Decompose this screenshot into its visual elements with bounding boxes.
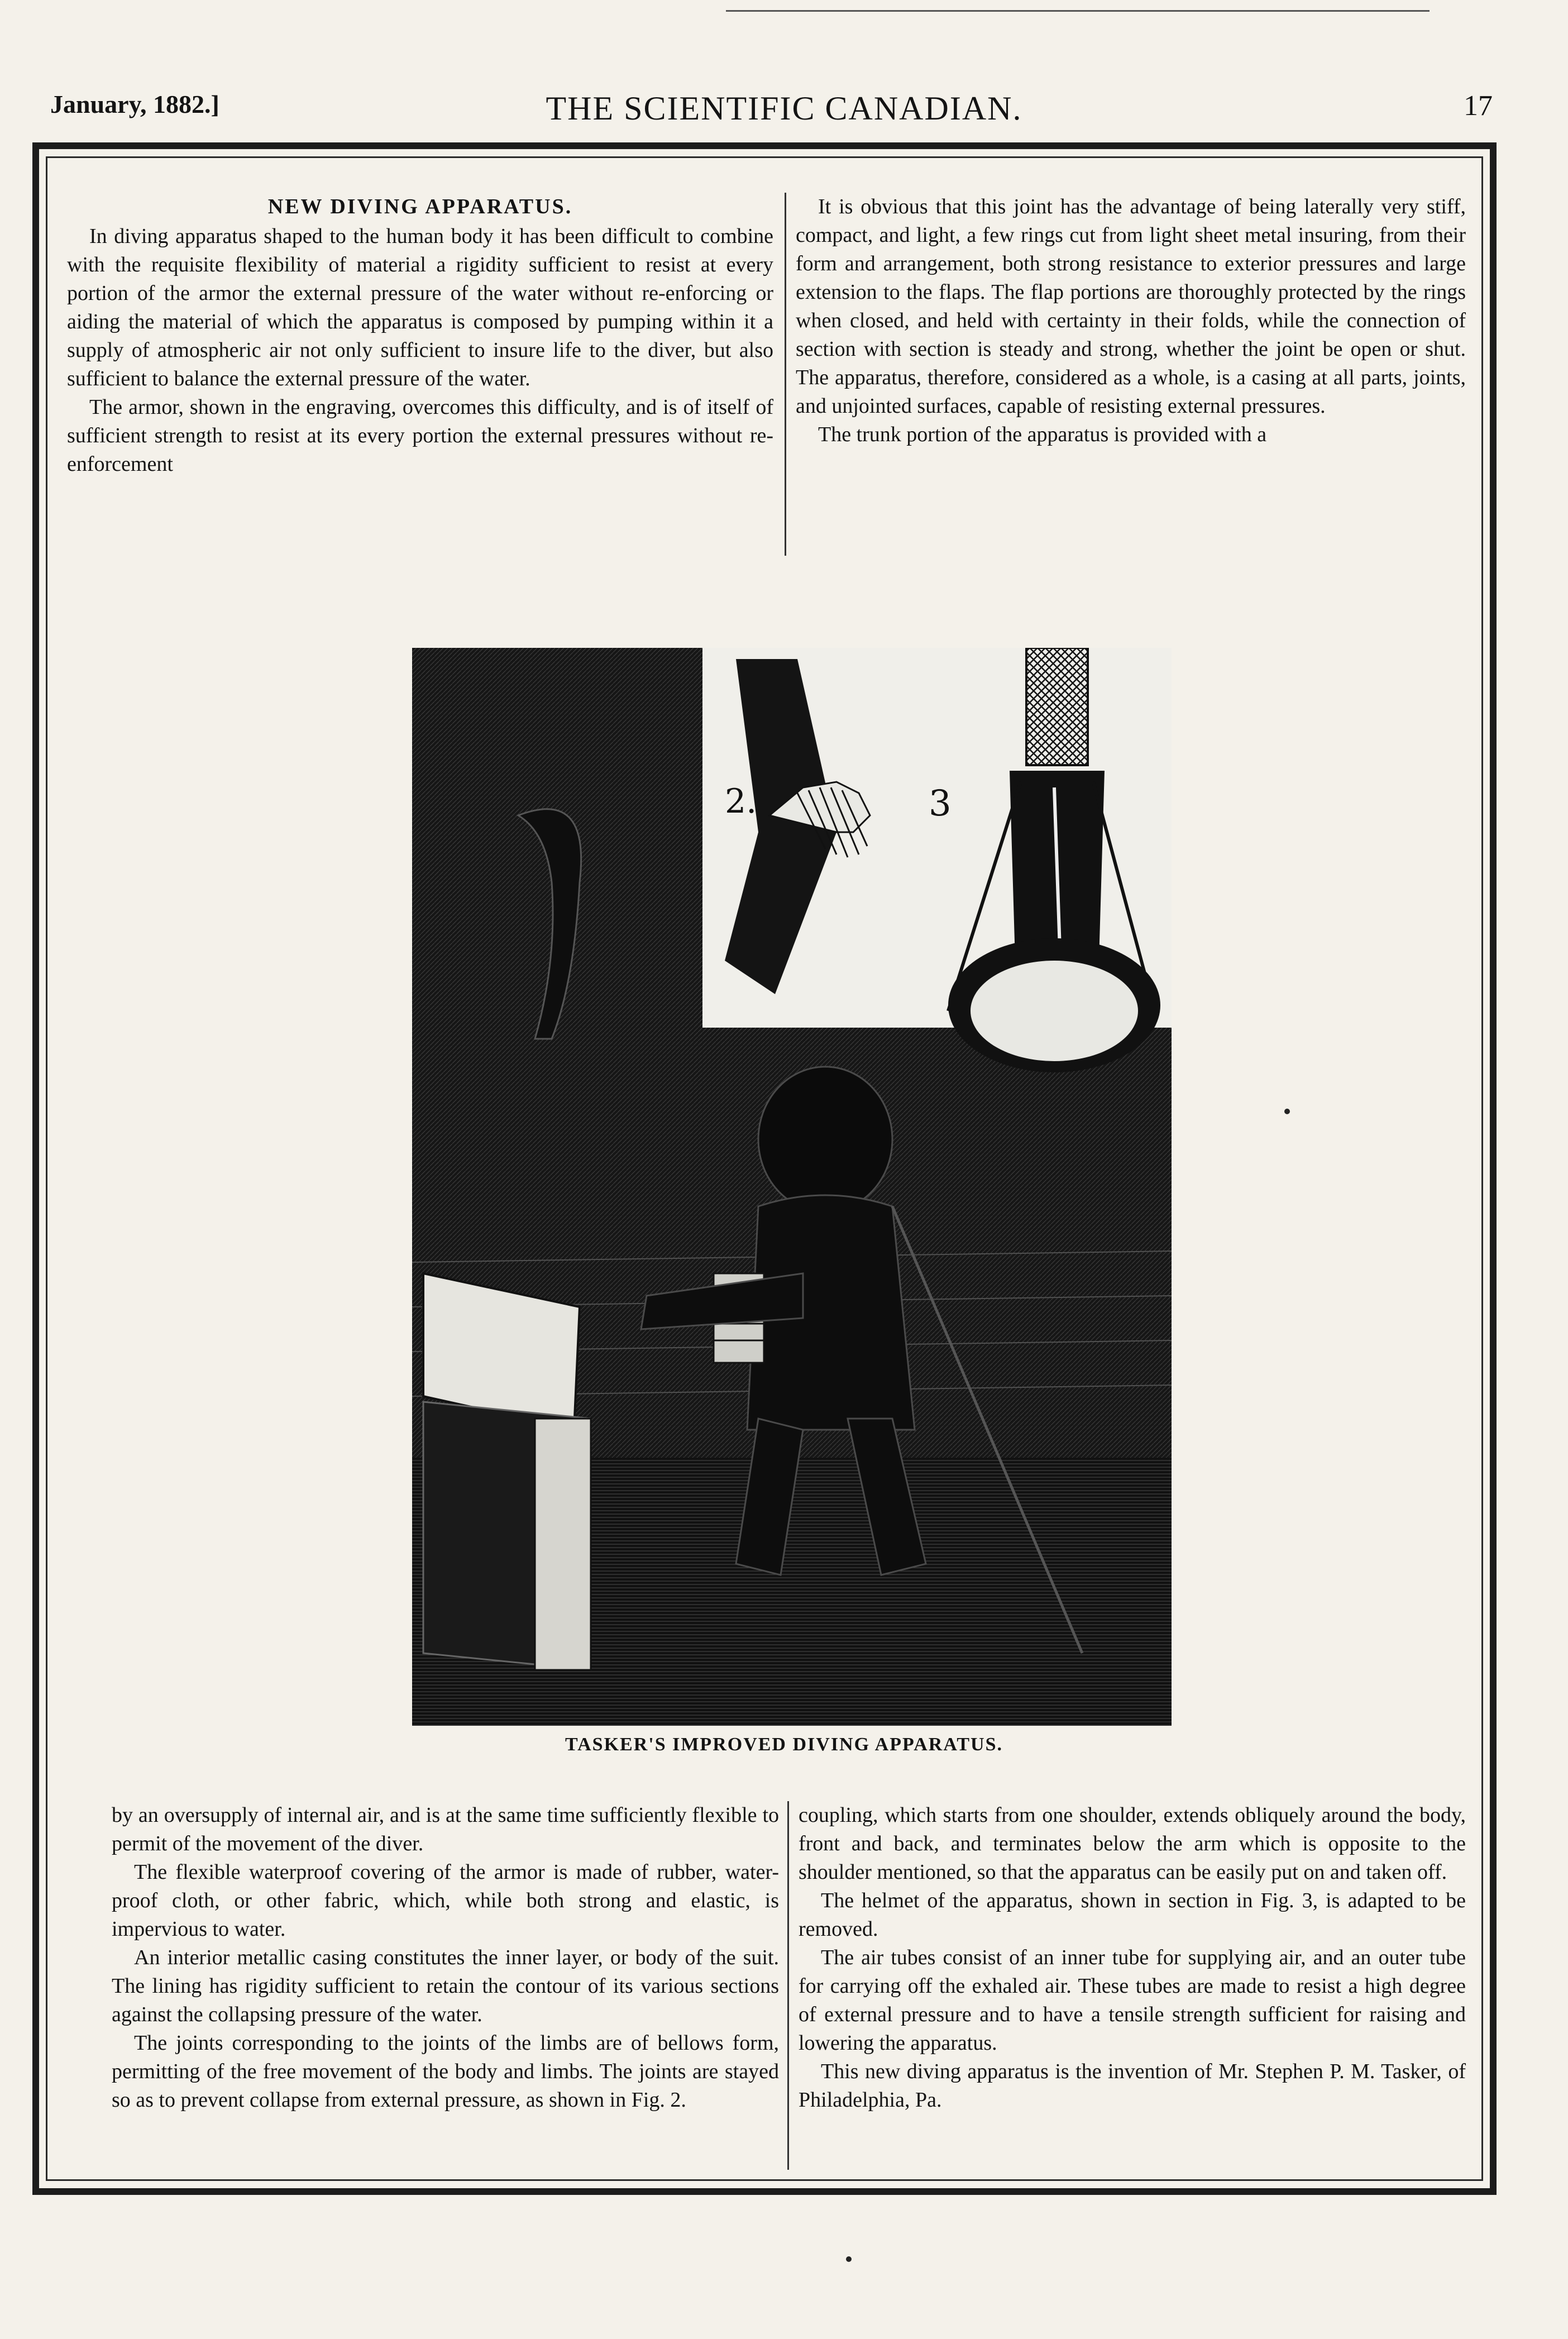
column-rule: [785, 193, 786, 556]
paragraph: The armor, shown in the engraving, overcomes this difficulty, and is of itself of sufficient strength to resist at its every portion the external pressures without re-enforcement: [67, 395, 773, 476]
paragraph: The trunk portion of the apparatus is provided with a: [818, 423, 1267, 446]
figure-label-2: 2.: [725, 782, 757, 821]
masthead-title: THE SCIENTIFIC CANADIAN.: [546, 90, 1022, 127]
issue-date: January, 1882.]: [50, 90, 219, 118]
top-rule: [726, 10, 1430, 12]
paragraph: The helmet of the apparatus, shown in section in Fig. 3, is adapted to be removed.: [799, 1889, 1466, 1941]
paragraph: The air tubes consist of an inner tube for supplying air, and an outer tube for carrying off the exhaled air. These tubes are made to resist a high degree of external pressure and to have a tensile strength sufficient for raising and lowering the apparatus.: [799, 1946, 1466, 2055]
paragraph: The joints corresponding to the joints of the limbs are of bellows form, permitting of the free movement of the body and limbs. The joints are stayed so as to prevent collapse from external pressure, as shown in Fig. 2.: [112, 2031, 779, 2112]
page-number: 17: [1464, 90, 1493, 122]
diving-apparatus-engraving: [412, 648, 1172, 1726]
paragraph: by an oversupply of internal air, and is at the same time sufficiently flexible to permit of the movement of the diver.: [112, 1803, 779, 1855]
article-top-left-column: [67, 193, 773, 479]
article-heading: NEW DIVING APPARATUS.: [267, 195, 573, 218]
paragraph: This new diving apparatus is the invention of Mr. Stephen P. M. Tasker, of Philadelphia, Pa.: [799, 2060, 1466, 2112]
article-top-right-column: [796, 193, 1466, 449]
wooden-chest: [423, 1273, 591, 1670]
air-tube-figure: [1026, 648, 1088, 765]
article-bottom-left-column: [112, 1801, 779, 2114]
paragraph: The flexible waterproof covering of the armor is made of rubber, water-proof cloth, or other fabric, which, while both strong and elastic, is impervious to water.: [112, 1860, 779, 1941]
ink-speck: [846, 2256, 852, 2262]
column-rule: [787, 1801, 789, 2170]
ink-speck: [1284, 1109, 1290, 1114]
paragraph: An interior metallic casing constitutes the inner layer, or body of the suit. The lining has rigidity sufficient to retain the contour of its various sections against the collapsing pressure of the water.: [112, 1946, 779, 2026]
figure-caption: TASKER'S IMPROVED DIVING APPARATUS.: [565, 1734, 1003, 1755]
figure-label-3: 3: [929, 783, 952, 824]
paragraph: coupling, which starts from one shoulder, extends obliquely around the body, front and back, and terminates below the arm which is opposite to the shoulder mentioned, so that the apparatus can be easily put on and taken off.: [799, 1803, 1466, 1884]
paragraph: In diving apparatus shaped to the human body it has been difficult to combine with the requisite flexibility of material a rigidity sufficient to resist at every portion of the armor the external pressure of the water without re-enforcing or aiding the material of which the apparatus is composed by pumping within it a supply of atmospheric air not only sufficient to insure life to the diver, but also sufficient to balance the external pressure of the water.: [67, 225, 773, 390]
paragraph: It is obvious that this joint has the advantage of being laterally very stiff, compact, and light, a few rings cut from light sheet metal insuring, from their form and arrangement, both strong resistance to exterior pressures and large extension to the flaps. The flap portions are thoroughly protected by the rings when closed, and held with certainty in their folds, while the connection of section with section is steady and strong, whether the joint be open or shut. The apparatus, therefore, considered as a whole, is a casing at all parts, joints, and unjointed surfaces, capable of resisting external pressures.: [796, 195, 1466, 418]
article-bottom-right-column: [799, 1801, 1466, 2114]
